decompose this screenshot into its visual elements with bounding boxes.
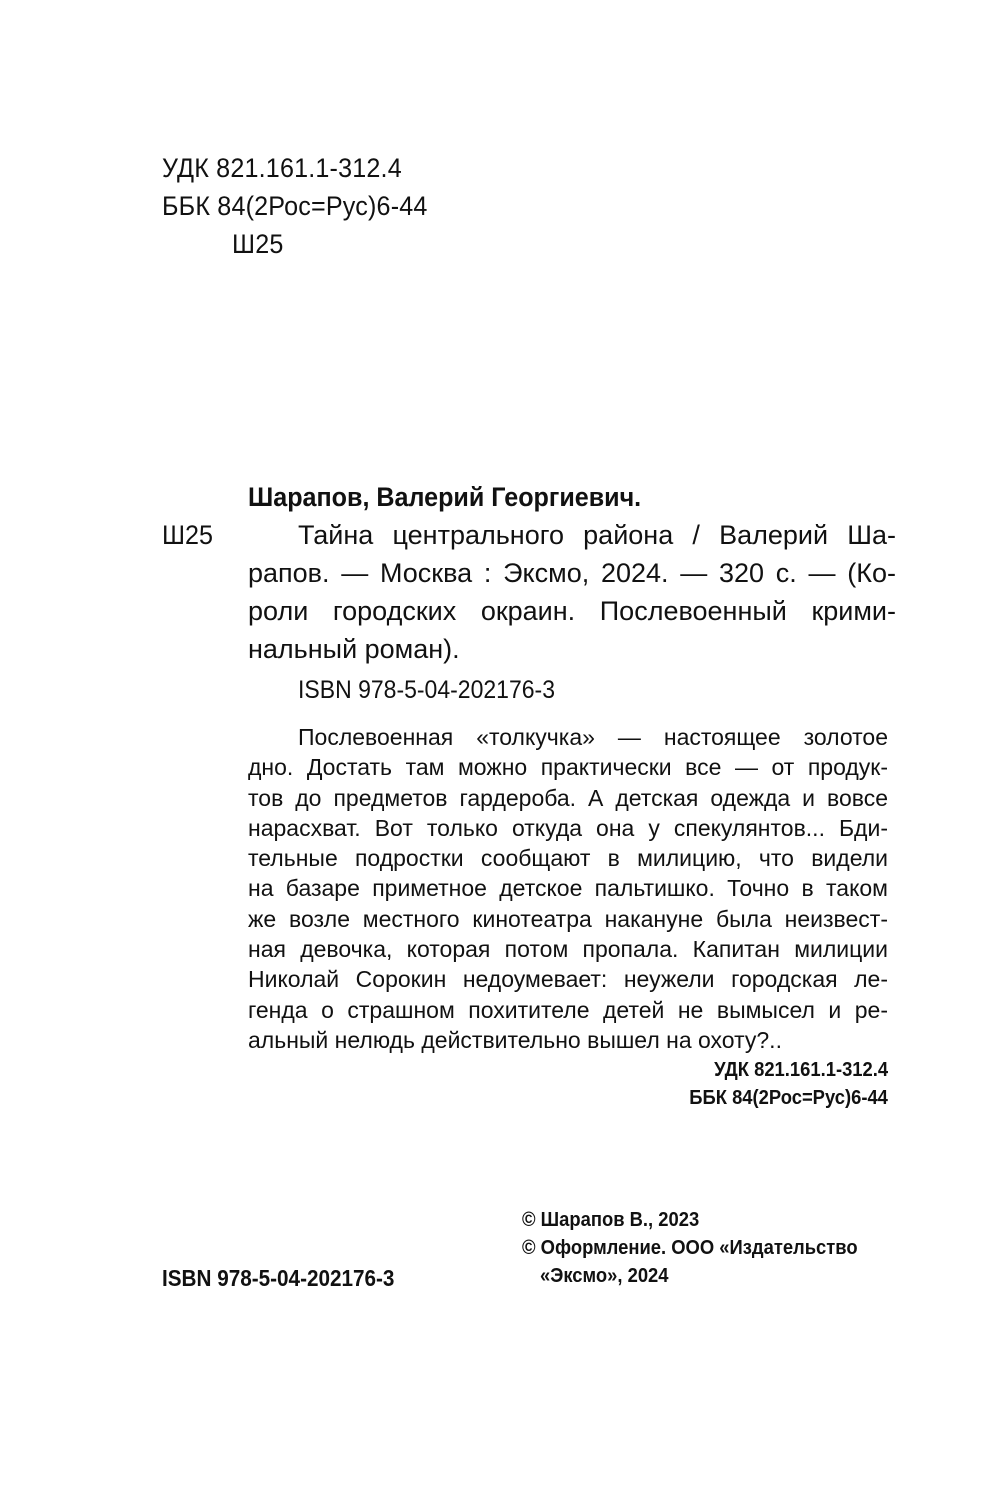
- annotation-line: Николай Сорокин недоумевает: неужели городская ле-: [248, 966, 888, 993]
- udk-code: УДК 821.161.1-312.4: [714, 1059, 888, 1081]
- udk-header: УДК 821.161.1-312.4: [162, 153, 402, 183]
- annotation-line: тов до предметов гардероба. А детская одежда и вовсе: [248, 784, 888, 811]
- description-line: нальный роман).: [248, 634, 460, 664]
- bbk-code: ББК 84(2Рос=Рус)6-44: [689, 1087, 888, 1109]
- isbn-footer: ISBN 978-5-04-202176-3: [162, 1265, 395, 1291]
- description-line: Тайна центрального района / Валерий Ша-: [298, 520, 896, 550]
- bibliographic-description: [248, 516, 896, 668]
- author-mark-header: Ш25: [232, 229, 284, 259]
- annotation-line: Послевоенная «толкучка» — настоящее золотое: [298, 724, 888, 750]
- copyright-publisher: «Эксмо», 2024: [540, 1265, 669, 1287]
- annotation-line: дно. Достать там можно практически все — от продук-: [248, 754, 888, 781]
- description-line: рапов. — Москва : Эксмо, 2024. — 320 с. — (Ко-: [248, 558, 896, 588]
- annotation-line: же возле местного кинотеатра накануне была неизвест-: [248, 905, 888, 932]
- annotation-line: на базаре приметное детское пальтишко. Точно в таком: [248, 875, 888, 902]
- annotation-line: нарасхват. Вот только откуда она у спекулянтов... Бди-: [248, 814, 888, 841]
- annotation-line: генда о страшном похитителе детей не вымысел и ре-: [248, 996, 888, 1023]
- description-line: роли городских окраин. Послевоенный крими-: [248, 596, 896, 626]
- isbn-record: ISBN 978-5-04-202176-3: [298, 676, 556, 704]
- annotation-line: альный нелюдь действительно вышел на охоту?..: [248, 1026, 782, 1053]
- annotation: [248, 722, 888, 1055]
- copyright-design: © Оформление. ООО «Издательство: [522, 1237, 858, 1259]
- author-heading: Шарапов, Валерий Георгиевич.: [248, 482, 642, 512]
- copyright-author: © Шарапов В., 2023: [522, 1209, 700, 1231]
- annotation-line: тельные подростки сообщают в милицию, что видели: [248, 845, 888, 872]
- bbk-header: ББК 84(2Рос=Рус)6-44: [162, 191, 428, 221]
- author-mark: Ш25: [162, 520, 213, 550]
- annotation-line: ная девочка, которая потом пропала. Капитан милиции: [248, 936, 888, 963]
